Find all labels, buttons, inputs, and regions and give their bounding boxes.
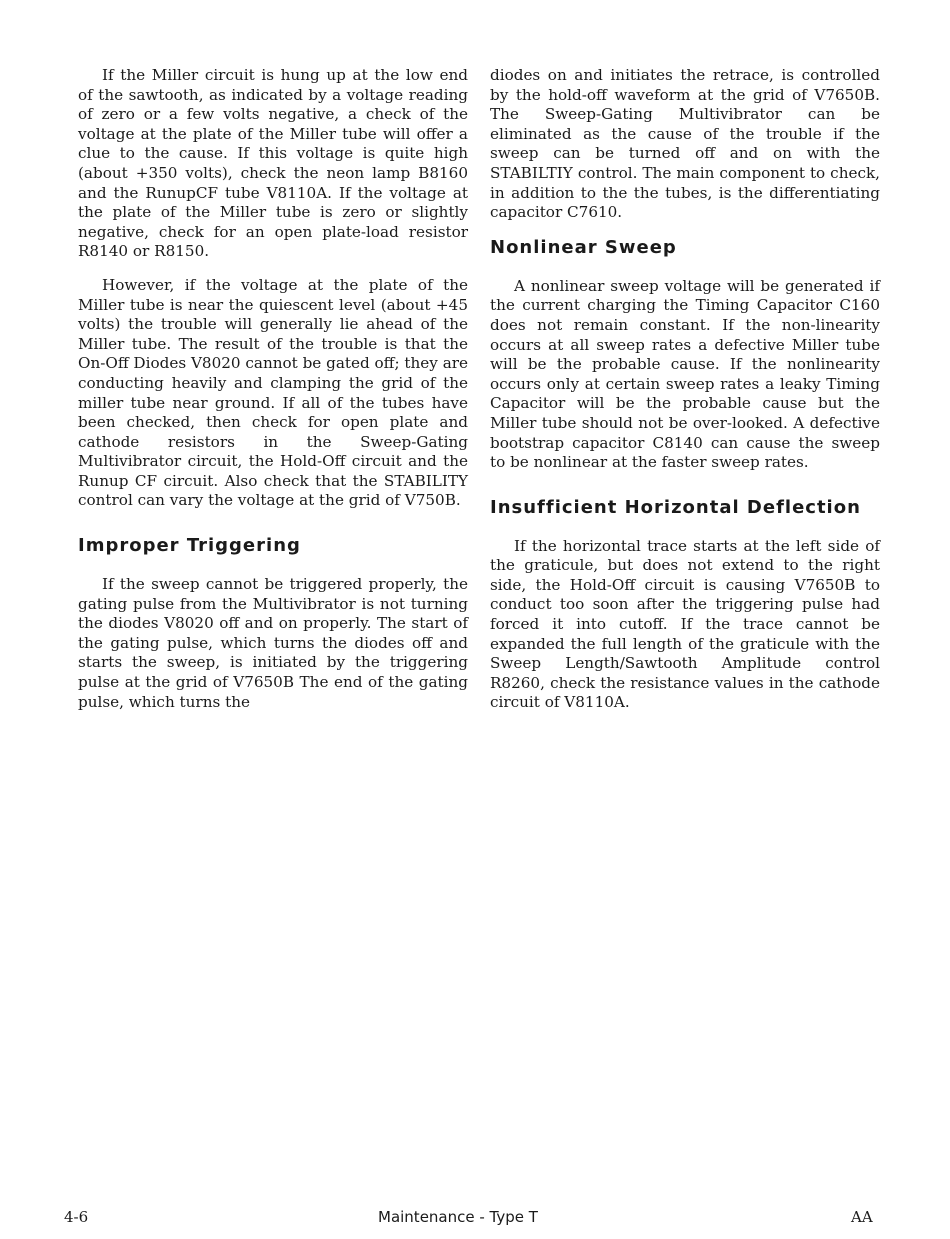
right-column	[490, 66, 880, 727]
paragraph-retrace-control: diodes on and initiates the retrace, is controlled by the hold-off waveform at the grid of V7650B. The Sweep-Gating Multivibrator can be eliminated as the cause of the trouble if the sweep can be turned off and on with the STABILTIY control. The main component to check, in addition to the the tubes, is the differentiating capacitor C7610.	[490, 66, 880, 222]
left-column	[78, 66, 468, 726]
paragraph-gating-pulse: If the sweep cannot be triggered properly, the gating pulse from the Multivibrator is not turning the diodes V8020 off and on properly. The start of the gating pulse, which turns the diodes off and starts the sweep, is initiated by the triggering pulse at the grid of V7650B The end of the gating pulse, which turns the	[78, 575, 468, 711]
paragraph-horizontal-deflection: If the horizontal trace starts at the left side of the graticule, but does not extend to the right side, the Hold-Off circuit is causing V7650B to conduct too soon after the triggering pulse had forced it into cutoff. If the trace cannot be expanded the full length of the graticule with the Sweep Length/Sawtooth Amplitude control R8260, check the resistance values in the cathode circuit of V8110A.	[490, 536, 880, 712]
heading-improper-triggering: Improper Triggering	[78, 535, 301, 557]
paragraph-miller-hung-up: If the Miller circuit is hung up at the low end of the sawtooth, as indicated by a voltage reading of zero or a few volts negative, a check of the voltage at the plate of the Miller tube will offer a clue to the cause. If this voltage is quite high (about +350 volts), check the neon lamp B8160 and the RunupCF tube V8110A. If the voltage at the plate of the Miller tube is zero or slightly negative, check for an open plate-load resistor R8140 or R8150.	[78, 66, 468, 261]
paragraph-nonlinear-sweep: A nonlinear sweep voltage will be generated if the current charging the Timing Capacitor C160 does not remain constant. If the non-linearity occurs at all sweep rates a defective Miller tube will be the probable cause. If the nonlinearity occurs only at certain sweep rates a leaky Timing Capacitor will be the probable cause but the Miller tube should not be over-looked. A defective bootstrap capacitor C8140 can cause the sweep to be nonlinear at the faster sweep rates.	[490, 276, 880, 472]
footer-title: Maintenance - Type T	[378, 1208, 538, 1226]
paragraph-quiescent-level: However, if the voltage at the plate of the Miller tube is near the quiescent level (about +45 volts) the trouble will generally lie ahead of the Miller tube. The result of the trouble is that the On-Off Diodes V8020 cannot be gated off; they are conducting heavily and clamping the grid of the miller tube near ground. If all of the tubes have been checked, then check for open plate and cathode resistors in the Sweep-Gating Multivibrator circuit, the Hold-Off circuit and the Runup CF circuit. Also check that the STABILITY control can vary the voltage at the grid of V750B.	[78, 275, 469, 510]
heading-nonlinear-sweep: Nonlinear Sweep	[490, 236, 677, 258]
footer-code: AA	[851, 1208, 873, 1226]
page-number: 4-6	[64, 1208, 89, 1226]
heading-insufficient-horizontal-deflection: Insufficient Horizontal Deflection	[490, 496, 861, 518]
